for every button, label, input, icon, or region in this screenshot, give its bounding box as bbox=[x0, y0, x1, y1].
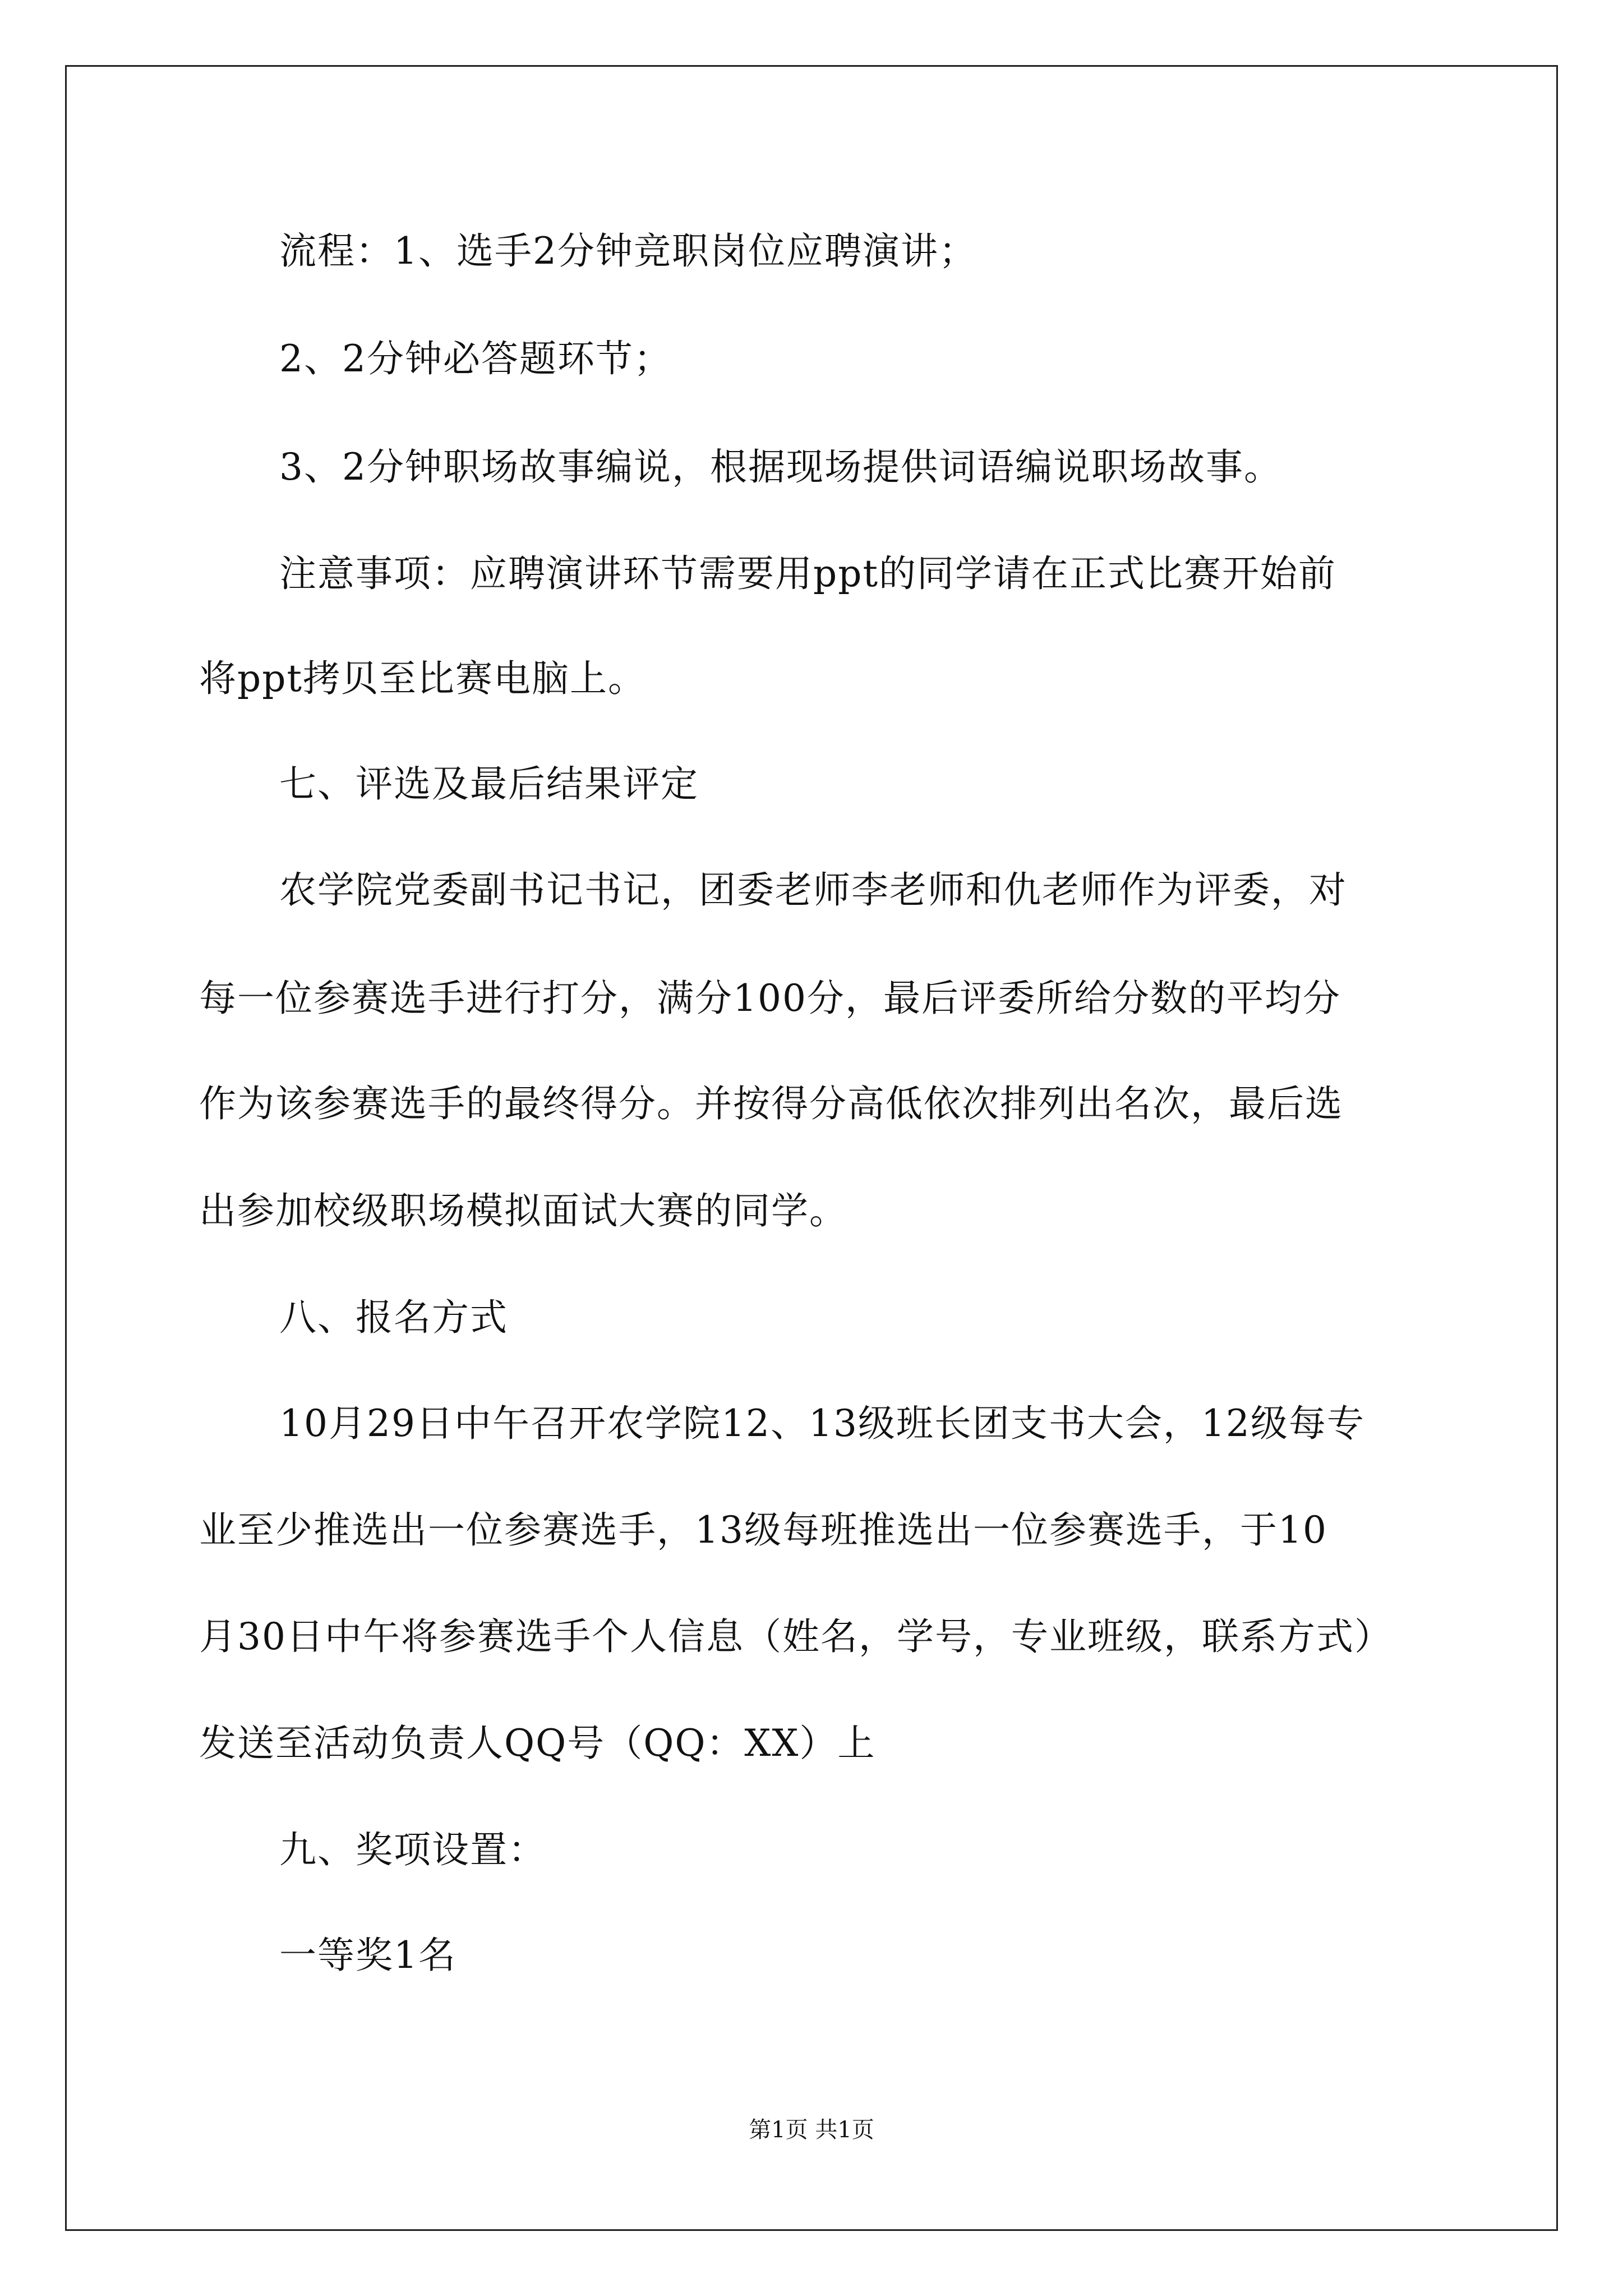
text-line-step-3: 3、2分钟职场故事编说，根据现场提供词语编说职场故事。 bbox=[279, 445, 1282, 489]
text-line-judges-cont-3: 出参加校级职场模拟面试大赛的同学。 bbox=[199, 1189, 847, 1232]
section-heading-awards: 九、奖项设置： bbox=[279, 1828, 546, 1871]
text-line-registration: 10月29日中午召开农学院12、13级班长团支书大会，12级每专 bbox=[279, 1402, 1365, 1445]
page-number-footer: 第1页 共1页 bbox=[749, 2117, 874, 2143]
text-line-notice-cont: 将ppt拷贝至比赛电脑上。 bbox=[199, 657, 647, 700]
text-line-step-2: 2、2分钟必答题环节； bbox=[279, 337, 672, 380]
page-frame bbox=[65, 65, 1558, 2231]
text-line-registration-cont-1: 业至少推选出一位参赛选手，13级每班推选出一位参赛选手，于10 bbox=[199, 1508, 1327, 1552]
section-heading-evaluation: 七、评选及最后结果评定 bbox=[279, 762, 699, 806]
text-line-judges-cont-1: 每一位参赛选手进行打分，满分100分，最后评委所给分数的平均分 bbox=[199, 977, 1341, 1020]
text-line-registration-cont-3: 发送至活动负责人QQ号（QQ：XX）上 bbox=[199, 1722, 876, 1765]
text-line-judges-cont-2: 作为该参赛选手的最终得分。并按得分高低依次排列出名次，最后选 bbox=[199, 1082, 1343, 1125]
text-line-first-prize: 一等奖1名 bbox=[279, 1934, 457, 1977]
text-line-judges: 农学院党委副书记书记，团委老师李老师和仇老师作为评委，对 bbox=[279, 868, 1347, 912]
section-heading-registration: 八、报名方式 bbox=[279, 1296, 508, 1339]
text-line-registration-cont-2: 月30日中午将参赛选手个人信息（姓名，学号，专业班级，联系方式） bbox=[199, 1615, 1393, 1658]
text-line-notice: 注意事项：应聘演讲环节需要用ppt的同学请在正式比赛开始前 bbox=[279, 552, 1337, 595]
text-line-process: 流程：1、选手2分钟竞职岗位应聘演讲； bbox=[279, 229, 977, 273]
